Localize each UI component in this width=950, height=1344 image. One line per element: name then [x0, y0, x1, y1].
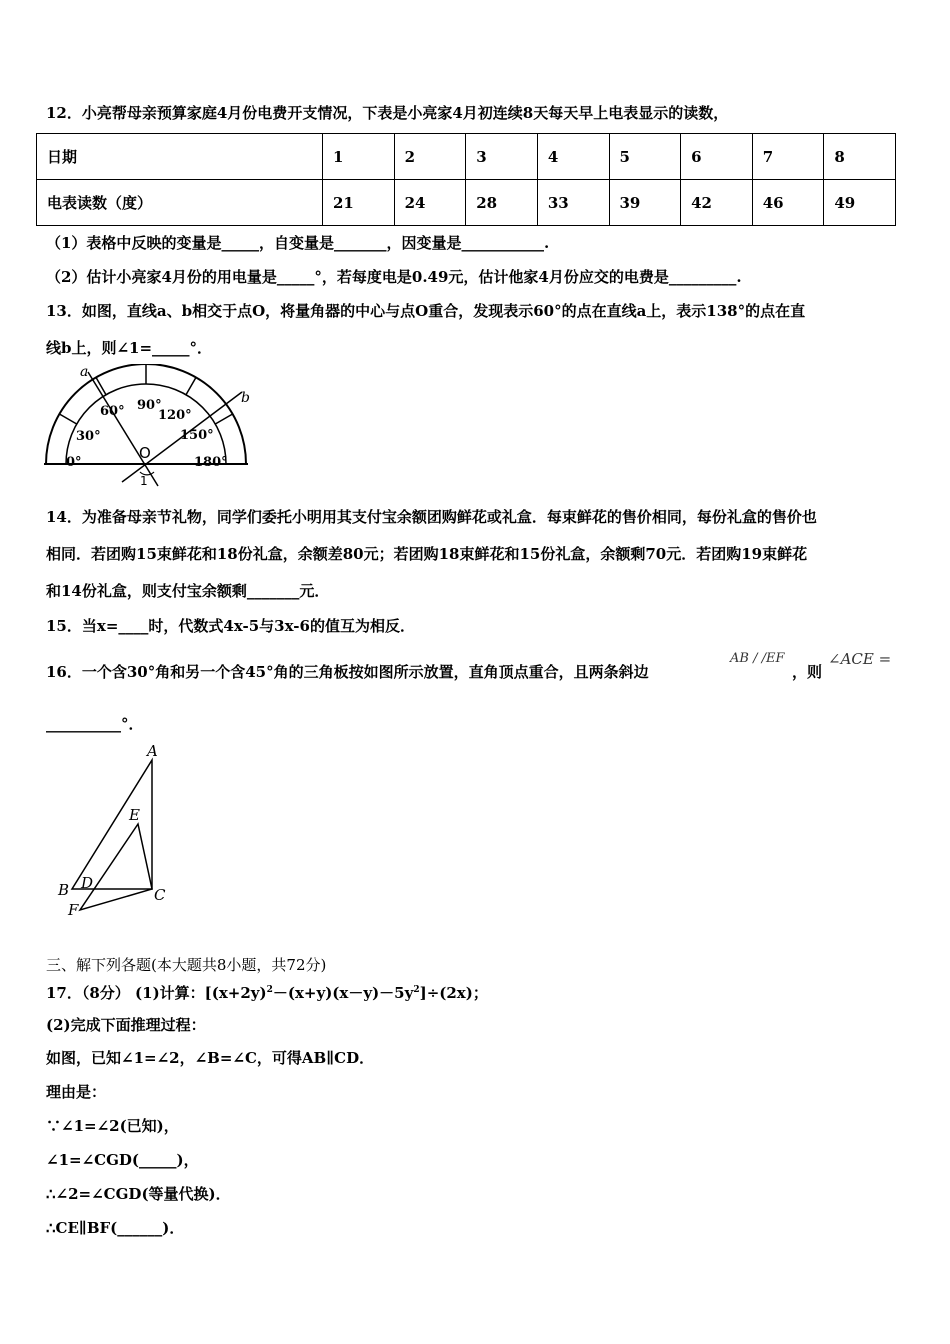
q17-line5: ∵∠1=∠2(已知)，	[46, 1117, 179, 1135]
label-D: D	[81, 874, 94, 892]
table-cell: 21	[323, 180, 395, 226]
tick-label: 180°	[194, 455, 228, 470]
label-E: E	[129, 806, 140, 824]
tick-label: 0°	[66, 455, 82, 470]
q16-line1: 16．一个含30°角和另一个含45°角的三角板按如图所示放置，直角顶点重合，且两条斜边	[46, 663, 649, 681]
q17-line3: 如图，已知∠1=∠2，∠B=∠C，可得AB∥CD．	[46, 1049, 375, 1067]
table-cell: 6	[681, 134, 753, 180]
table-cell: 28	[466, 180, 538, 226]
q17-line1: 17．（8分） (1)计算：$[(x+2y)^2-(x+y)(x-y)-5y^2]\div(2x)$；	[46, 984, 488, 1002]
protractor-figure	[40, 364, 265, 489]
section-3-title: 三、解下列各题(本大题共8小题，共72分)	[46, 956, 327, 974]
tick-label: 60°	[100, 404, 125, 419]
table-cell: 4	[537, 134, 609, 180]
q17-line7: ∴∠2=∠CGD(等量代换)．	[46, 1185, 231, 1203]
tick-label: 90°	[137, 398, 162, 413]
label-b: b	[241, 390, 250, 406]
q14-line1: 14．为准备母亲节礼物，同学们委托小明用其支付宝余额团购鲜花或礼盒．每束鲜花的售价相同，每份礼盒的售价也	[46, 508, 817, 526]
label-a: a	[80, 364, 89, 380]
q16-then: ，则	[792, 663, 823, 681]
table-cell: 46	[752, 180, 824, 226]
table-cell: 33	[537, 180, 609, 226]
q13-line1: 13．如图，直线a、b相交于点O，将量角器的中心与点O重合，发现表示60°的点在直线a上，表示138°的点在直	[46, 302, 806, 320]
q12-sub1: （1）表格中反映的变量是_____，自变量是_______，因变量是___________.	[46, 234, 550, 252]
table-cell: 39	[609, 180, 681, 226]
q12-sub2: （2）估计小亮家4月份的用电量是_____°，若每度电是0.49元，估计他家4月份应交的电费是_________.	[46, 268, 742, 286]
label-C: C	[154, 886, 166, 904]
row-label-reading: 电表读数（度）	[37, 180, 323, 226]
label-angle-1: 1	[140, 474, 148, 488]
tick-label: 30°	[76, 429, 101, 444]
label-F: F	[68, 901, 79, 919]
table-cell: 49	[824, 180, 896, 226]
table-cell: 7	[752, 134, 824, 180]
label-O: O	[139, 444, 151, 462]
q17-line4: 理由是：	[46, 1083, 107, 1101]
table-cell: 24	[394, 180, 466, 226]
q15-line1: 15．当x=____时，代数式4x-5与3x-6的值互为相反．	[46, 617, 415, 635]
table-cell: 1	[323, 134, 395, 180]
tick-label: 120°	[158, 408, 192, 423]
triangle-ecf	[80, 824, 152, 910]
q17-line2: (2)完成下面推理过程：	[46, 1016, 206, 1034]
table-cell: 42	[681, 180, 753, 226]
q14-line3: 和14份礼盒，则支付宝余额剩_______元．	[46, 582, 330, 600]
triangle-abc	[72, 760, 152, 889]
q14-line2: 相同．若团购15束鲜花和18份礼盒，余额差80元；若团购18束鲜花和15份礼盒，余额剩70元．若团购19束鲜花	[46, 545, 808, 563]
table-row-dates	[37, 134, 896, 180]
label-A: A	[147, 742, 158, 760]
q17-line6: ∠1=∠CGD(_____)，	[46, 1151, 199, 1169]
triangle-figure	[50, 740, 180, 920]
q12-intro: 12．小亮帮母亲预算家庭4月份电费开支情况，下表是小亮家4月初连续8天每天早上电表显示的读数，	[46, 104, 729, 122]
q16-math-parallel: AB / /EF	[730, 651, 785, 666]
table-cell: 3	[466, 134, 538, 180]
label-B: B	[58, 881, 70, 899]
q16-line2: __________°．	[46, 715, 144, 733]
table-cell: 8	[824, 134, 896, 180]
row-label-date: 日期	[37, 134, 323, 180]
meter-reading-table	[36, 133, 896, 226]
q17-line8: ∴CE∥BF(______)．	[46, 1219, 185, 1237]
table-cell: 2	[394, 134, 466, 180]
q13-line2: 线b上，则∠1=_____°．	[46, 339, 213, 357]
table-row-readings	[37, 180, 896, 226]
tick-label: 150°	[180, 428, 214, 443]
table-cell: 5	[609, 134, 681, 180]
q16-math-angle: ∠ACE =	[828, 650, 892, 668]
